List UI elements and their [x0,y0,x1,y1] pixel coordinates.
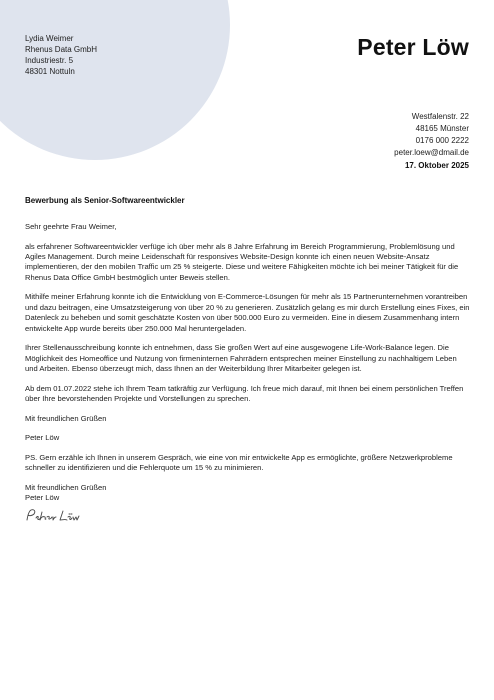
paragraph-4: Ab dem 01.07.2022 stehe ich Ihrem Team tatkräftig zur Verfügung. Ich freue mich darauf, mit Ihnen bei einem persönlichen Treffen über Ihre bevorstehenden Projekte und Vorstellungen zu sprechen. [25,383,464,404]
sender-email: peter.loew@dmail.de [394,148,469,157]
salutation: Sehr geehrte Frau Weimer, [25,222,117,231]
final-name: Peter Löw [25,493,60,503]
final-closing: Mit freundlichen Grüßen [25,482,107,492]
recipient-street: Industriestr. 5 [25,56,74,65]
letter-body [25,222,471,527]
postscript: PS. Gern erzähle ich Ihnen in unserem Gespräch, wie eine von mir entwickelte App es ermöglichte, größere Netzwerkprobleme schneller zu identifizieren und die Fehlerquote um 15 % zu minimieren. [25,452,453,473]
paragraph-3: Ihrer Stellenausschreibung konnte ich entnehmen, dass Sie großen Wert auf eine ausgewogene Life-Work-Balance legen. Die Möglichkeit des Homeoffice und Nutzung von firmeninternen Fahrrädern entsprechen meiner Einstellung zu nachhaltigem Leben und Arbeiten. Ebenso überzeugt mich, dass Ihnen an der Weiterbildung Ihrer Mitarbeiter gelegen ist. [25,343,457,374]
recipient-name: Lydia Weimer [25,34,74,43]
sender-phone: 0176 000 2222 [415,136,469,145]
letter-date: 17. Oktober 2025 [404,161,469,170]
paragraph-1: als erfahrener Softwareentwickler verfüge ich über mehr als 8 Jahre Erfahrung im Bereich Programmierung, Problemlösung und Agiles Management. Durch meine Leidenschaft für responsives Website-Design konnte ich einen neuen Website-Ansatz implementieren, der den mobilen Traffic um 25 % steigerte. Diese und weitere Fähigkeiten möchte ich bei meiner Tätigkeit für die Rhenus Data Office GmbH bestmöglich unter Beweis stellen. [25,241,459,282]
decorative-circle [0,0,230,160]
recipient-city: 48301 Nottuln [25,67,75,76]
sender-name-heading: Peter Löw [357,34,469,60]
sender-street: Westfalenstr. 22 [411,112,469,121]
sender-address [394,111,469,159]
letter-subject: Bewerbung als Senior-Softwareentwickler [25,196,185,205]
recipient-address [25,33,97,77]
handwritten-signature [25,508,471,527]
sender-city: 48165 Münster [415,124,469,133]
paragraph-2: Mithilfe meiner Erfahrung konnte ich die Entwicklung von E-Commerce-Lösungen für mehr als 15 Partnerunternehmen vorantreiben und dazu beitragen, eine Umsatzsteigerung von über 20 % zu generieren. Zusätzlich gelang es mir durch Erstellung eines Fixes, ein Datenleck zu beheben und somit geschätzte Kosten von über 500.000 Euro zu vermeiden. Eine in diesem Zusammenhang intern entwickelte App wurde bereits über 250.000 Mal heruntergeladen. [25,292,470,333]
closing: Mit freundlichen Grüßen [25,413,107,423]
recipient-company: Rhenus Data GmbH [25,45,98,54]
closing-name: Peter Löw [25,433,60,443]
